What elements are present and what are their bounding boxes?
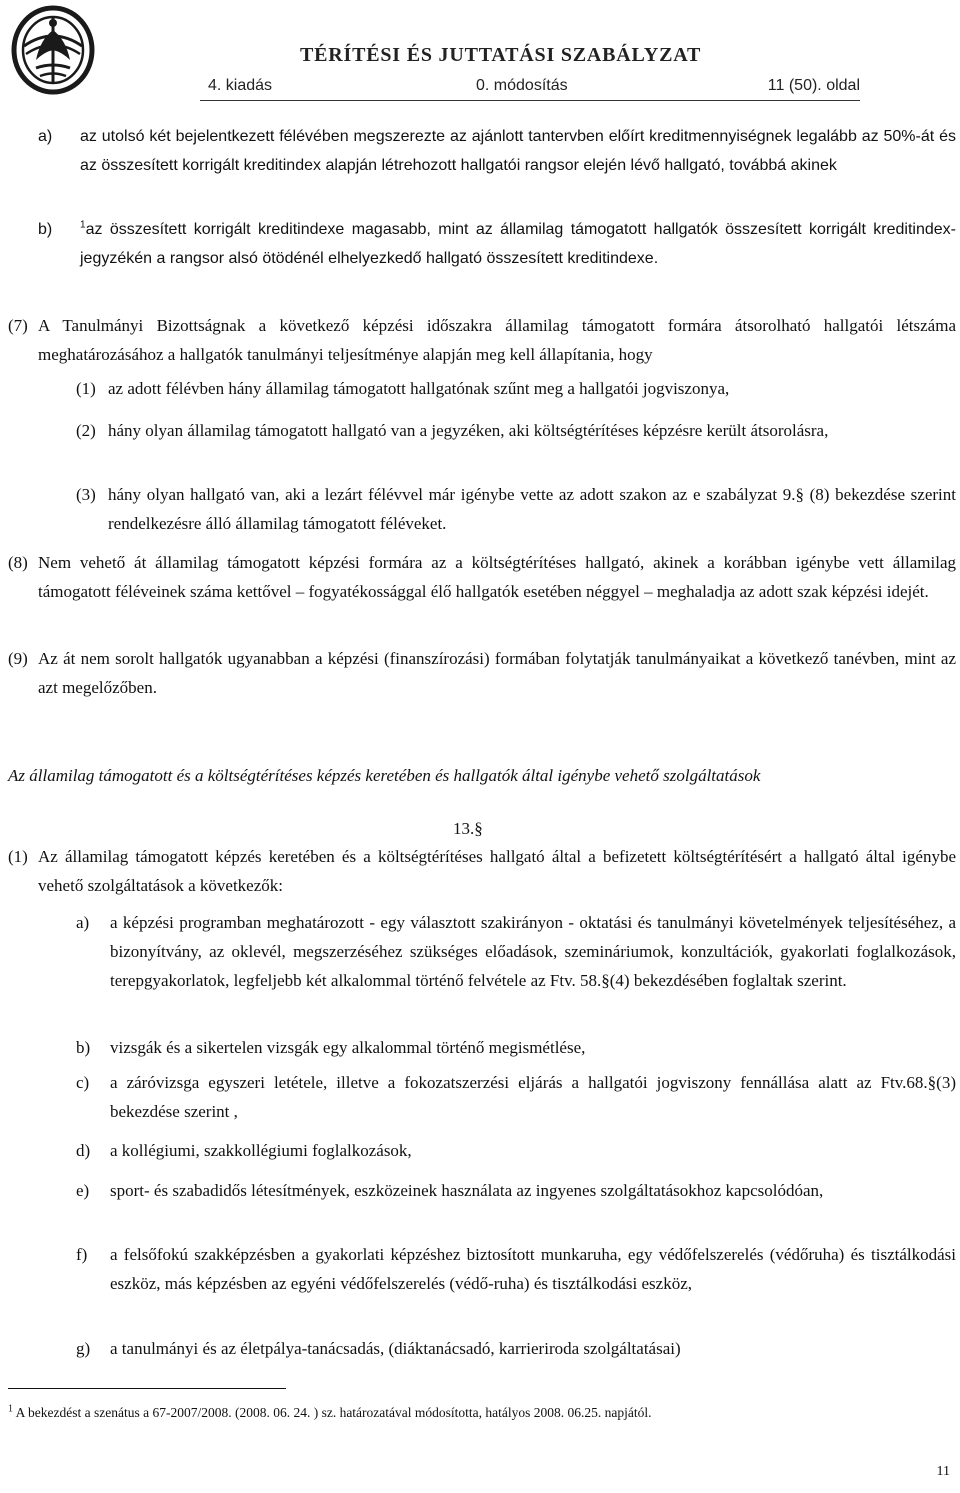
s13-item-g-label: g) [76, 1339, 91, 1358]
para-8-text: Nem vehető át államilag támogatott képzési formára az a költségtérítéses hallgató, akinek a korábban igénybe vett államilag támogatott féléveinek száma kettővel – fogyatékossággal élő hallgatók esetében néggyel – meghaladja az adott szak képzési idejét. [38, 553, 956, 601]
item-a-text: az utolsó két bejelentkezett félévében megszerezte az ajánlott tantervben előírt kreditmennyiségnek legalább az 50%-át és az összesített korrigált kreditindex alapján létrehozott hallgatói rangsor elején lévő hallgató, továbbá akinek [80, 128, 956, 174]
s13-item-f-text: a felsőfokú szakképzésben a gyakorlati képzéshez biztosított munkaruha, egy védőfelszerelés (védőruha) és tisztálkodási eszköz, más képzésben az egyéni védőfelszerelés (védő-ruha) és tisztálkodási eszköz, [110, 1245, 956, 1293]
footnote [8, 1403, 652, 1423]
section-title: Az államilag támogatott és a költségtérítéses képzés keretében és hallgatók által igénybe vehető szolgáltatások [8, 766, 761, 785]
para-7-text: A Tanulmányi Bizottságnak a következő képzési időszakra államilag támogatott formára átsorolható hallgatói létszáma meghatározásához a hallgatók tanulmányi teljesítménye alapján meg kell állapítania, hogy [38, 316, 956, 364]
s13-item-e-text: sport- és szabadidős létesítmények, eszközeinek használata az ingyenes szolgáltatásokhoz kapcsolódóan, [110, 1181, 824, 1200]
document-title: TÉRÍTÉSI ÉS JUTTATÁSI SZABÁLYZAT [300, 44, 702, 66]
s13-item-c-text: a záróvizsga egyszeri letétele, illetve a fokozatszerzési eljárás a hallgatói jogviszony fennállása alatt az Ftv.68.§(3) bekezdése szerint , [110, 1073, 956, 1121]
item-b-text: az összesített korrigált kreditindexe magasabb, mint az államilag támogatott hallgatók összesített korrigált kreditindex-jegyzékén a rangsor alsó ötödénél elhelyezkedő hallgató összesített kreditindexe. [80, 221, 956, 267]
para-7-label: (7) [8, 316, 28, 335]
footnote-marker: 1 [8, 1403, 13, 1415]
para-7-sub3-text: hány olyan hallgató van, aki a lezárt félévvel már igénybe vette az adott szakon az e szabályzat 9.§ (8) bekezdése szerint rendelkezésre álló államilag támogatott féléveket. [108, 485, 956, 533]
s13-item-e-label: e) [76, 1181, 90, 1200]
s13-item-b-text: vizsgák és a sikertelen vizsgák egy alkalommal történő megismétlése, [110, 1038, 586, 1057]
edition-label: 4. kiadás [208, 77, 273, 94]
item-b-paragraph [80, 215, 956, 273]
header-meta [200, 77, 860, 99]
s13-item-c-label: c) [76, 1073, 90, 1092]
para-7-sub2-label: (2) [76, 421, 96, 440]
item-b-label: b) [38, 221, 53, 238]
para-8-label: (8) [8, 553, 28, 572]
s13-item-g-text: a tanulmányi és az életpálya-tanácsadás, (diáktanácsadó, karrieriroda szolgáltatásai) [110, 1339, 681, 1358]
s13-para-1-label: (1) [8, 847, 28, 866]
para-7-sub1-text: az adott félévben hány államilag támogatott hallgatónak szűnt meg a hallgatói jogviszonya, [108, 379, 730, 398]
s13-item-a-text: a képzési programban meghatározott - egy választott szakirányon - oktatási és tanulmányi követelmények teljesítéséhez, a bizonyítvány, az oklevél, megszerzéséhez szükséges előadások, szemináriumok, konzultációk, gyakorlati foglalkozások, terepgyakorlatok, legfeljebb két alkalommal történő felvétele az Ftv. 58.§(4) bekezdésében foglaltak szerint. [110, 913, 956, 990]
para-7-sub3-label: (3) [76, 485, 96, 504]
university-logo [10, 4, 96, 96]
page-reference: 11 (50). oldal [767, 77, 860, 94]
s13-item-f-label: f) [76, 1245, 88, 1264]
s13-item-d-text: a kollégiumi, szakkollégiumi foglalkozások, [110, 1141, 412, 1160]
para-9-label: (9) [8, 649, 28, 668]
para-9-text: Az át nem sorolt hallgatók ugyanabban a képzési (finanszírozási) formában folytatják tanulmányaikat a következő tanévben, mint az azt megelőzőben. [38, 649, 956, 697]
s13-para-1-text: Az államilag támogatott képzés keretében és a költségtérítéses hallgató által a befizetett költségtérítésért a hallgató által igénybe vehető szolgáltatások a következők: [38, 847, 956, 895]
para-7-sub1-label: (1) [76, 379, 96, 398]
header-divider [200, 100, 860, 101]
page-number: 11 [936, 1464, 950, 1479]
page-header [0, 0, 960, 110]
para-7-sub2-text: hány olyan államilag támogatott hallgató van a jegyzéken, aki költségtérítéses képzésre került átsorolásra, [108, 421, 829, 440]
s13-item-d-label: d) [76, 1141, 91, 1160]
footnote-divider [8, 1388, 286, 1389]
s13-item-b-label: b) [76, 1038, 91, 1057]
item-a-label: a) [38, 128, 53, 145]
section-number: 13.§ [453, 819, 483, 838]
s13-item-a-label: a) [76, 913, 90, 932]
modification-label: 0. módosítás [476, 77, 568, 94]
footnote-ref-1: 1 [80, 219, 86, 231]
footnote-text: A bekezdést a szenátus a 67-2007/2008. (2008. 06. 24. ) sz. határozatával módosította, hatályos 2008. 06.25. napjától. [15, 1405, 652, 1420]
